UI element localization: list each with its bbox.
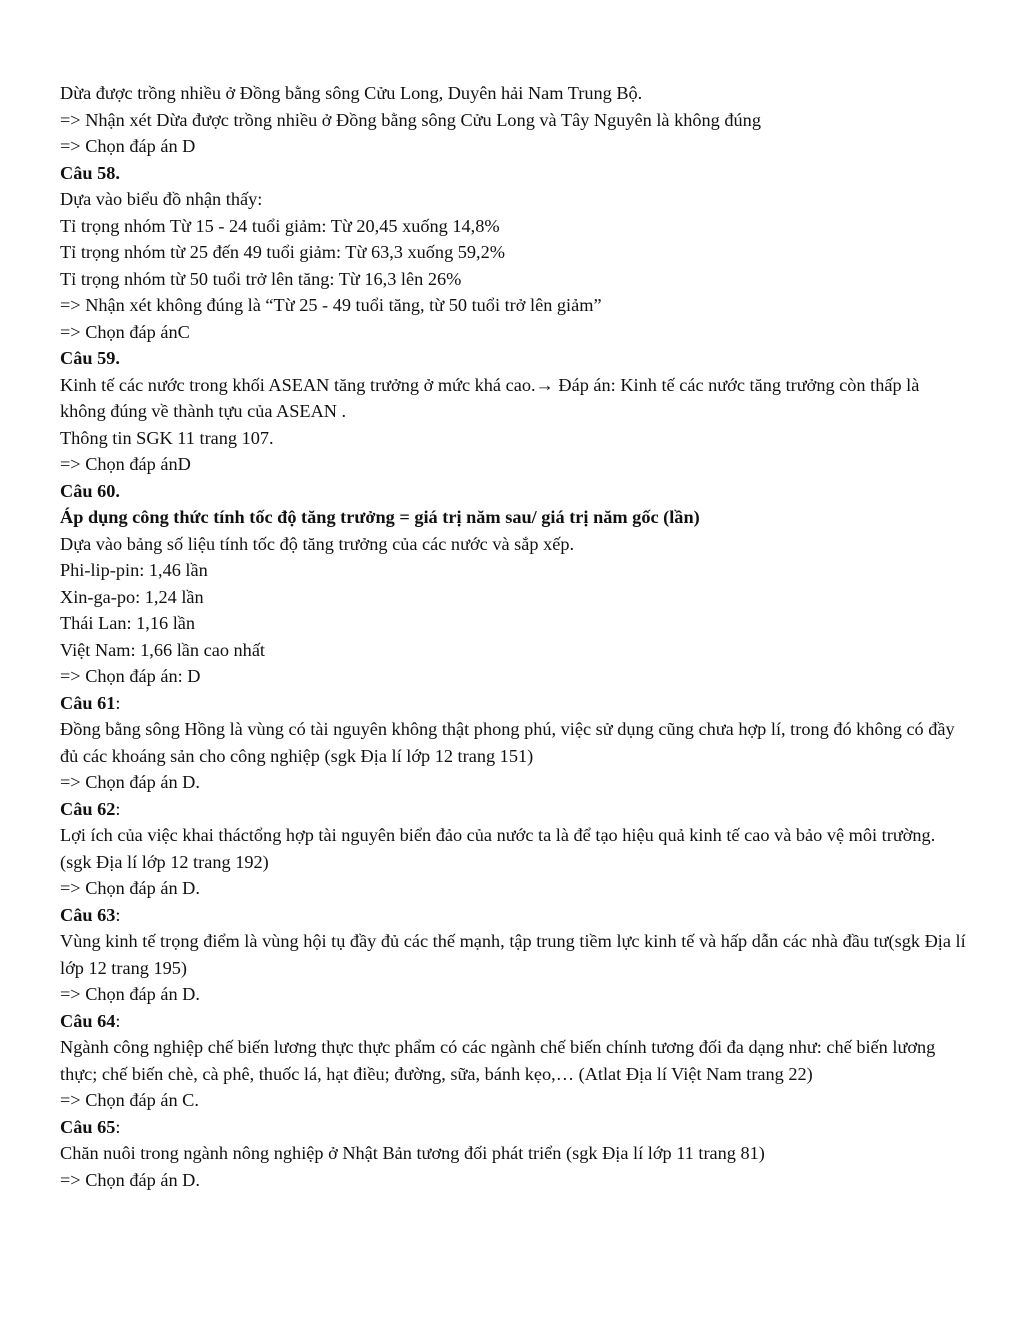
question-label: Câu 62 [60,798,116,819]
question-heading: Câu 60. [60,480,120,501]
text-line: Xin-ga-po: 1,24 lần [60,586,204,607]
question-colon: : [115,1010,121,1031]
text-line: Chăn nuôi trong ngành nông nghiệp ở Nhật Bản tương đối phát triển (sgk Địa lí lớp 11 trang 81) [60,1143,765,1163]
question-label: Câu 63 [60,904,116,925]
question-colon: : [115,798,121,819]
text-line: => Nhận xét không đúng là “Từ 25 - 49 tuổi tăng, từ 50 tuổi trở lên giảm” [60,295,602,315]
question-colon: : [115,692,121,713]
text-line: => Chọn đáp án: D [60,666,201,686]
text-paragraph: Kinh tế các nước trong khối ASEAN tăng trưởng ở mức khá cao.→ Đáp án: Kinh tế các nước tăng trưởng còn thấp là không đúng về thành tựu của ASEAN . [60,374,920,421]
text-line: => Chọn đáp ánD [60,454,191,474]
question-heading [60,796,968,823]
text-line: => Chọn đáp án D [60,136,196,156]
formula-line: Áp dụng công thức tính tốc độ tăng trưởng = giá trị năm sau/ giá trị năm gốc (lần) [60,507,700,527]
text-line: => Chọn đáp án D. [60,984,200,1004]
text-line: Thái Lan: 1,16 lần [60,613,196,633]
text-paragraph: Vùng kinh tế trọng điểm là vùng hội tụ đầy đủ các thế mạnh, tập trung tiềm lực kinh tế và hấp dẫn các nhà đầu tư(sgk Địa lí lớp 12 trang 195) [60,931,966,978]
text-line: => Chọn đáp ánC [60,321,190,342]
question-heading: Câu 58. [60,162,120,183]
text-line: Dựa vào biểu đồ nhận thấy: [60,189,263,209]
text-line: => Nhận xét Dừa được trồng nhiều ở Đồng bằng sông Cửu Long và Tây Nguyên là không đúng [60,109,761,130]
text-line: Dừa được trồng nhiều ở Đồng bằng sông Cửu Long, Duyên hải Nam Trung Bộ. [60,83,643,103]
question-heading: Câu 59. [60,348,120,368]
question-colon: : [115,1116,121,1137]
text-line: Thông tin SGK 11 trang 107. [60,427,274,448]
question-label: Câu 61 [60,692,116,713]
text-line: Phi-lip-pin: 1,46 lần [60,560,208,580]
question-heading [60,902,968,929]
question-heading [60,1114,968,1141]
text-paragraph: Ngành công nghiệp chế biến lương thực thực phẩm có các ngành chế biến chính tương đối đa dạng như: chế biến lương thực; chế biến chè, cà phê, thuốc lá, hạt điều; đường, sữa, bánh kẹo,… (Atlat Địa lí Việt Nam trang 22) [60,1037,936,1084]
question-heading [60,690,968,717]
text-paragraph: Lợi ích của việc khai tháctổng hợp tài nguyên biển đảo của nước ta là để tạo hiệu quả kinh tế cao và bảo vệ môi trường. (sgk Địa lí lớp 12 trang 192) [60,825,936,872]
question-heading [60,1008,968,1035]
text-line: => Chọn đáp án D. [60,1169,200,1190]
text-line: Tỉ trọng nhóm từ 25 đến 49 tuổi giảm: Từ 63,3 xuống 59,2% [60,242,505,262]
text-line: Tỉ trọng nhóm Từ 15 - 24 tuổi giảm: Từ 20,45 xuống 14,8% [60,215,500,236]
text-paragraph: Đồng bằng sông Hồng là vùng có tài nguyên không thật phong phú, việc sử dụng cũng chưa hợp lí, trong đó không có đầy đủ các khoáng sản cho công nghiệp (sgk Địa lí lớp 12 trang 151) [60,719,955,766]
text-line: Dựa vào bảng số liệu tính tốc độ tăng trưởng của các nước và sắp xếp. [60,533,575,554]
text-line: Việt Nam: 1,66 lần cao nhất [60,639,266,660]
text-line: => Chọn đáp án D. [60,772,200,792]
question-label: Câu 65 [60,1116,116,1137]
text-line: => Chọn đáp án C. [60,1090,199,1110]
text-line: => Chọn đáp án D. [60,878,200,898]
text-line: Tỉ trọng nhóm từ 50 tuổi trở lên tăng: Từ 16,3 lên 26% [60,268,462,289]
question-label: Câu 64 [60,1010,116,1031]
question-colon: : [115,904,121,925]
